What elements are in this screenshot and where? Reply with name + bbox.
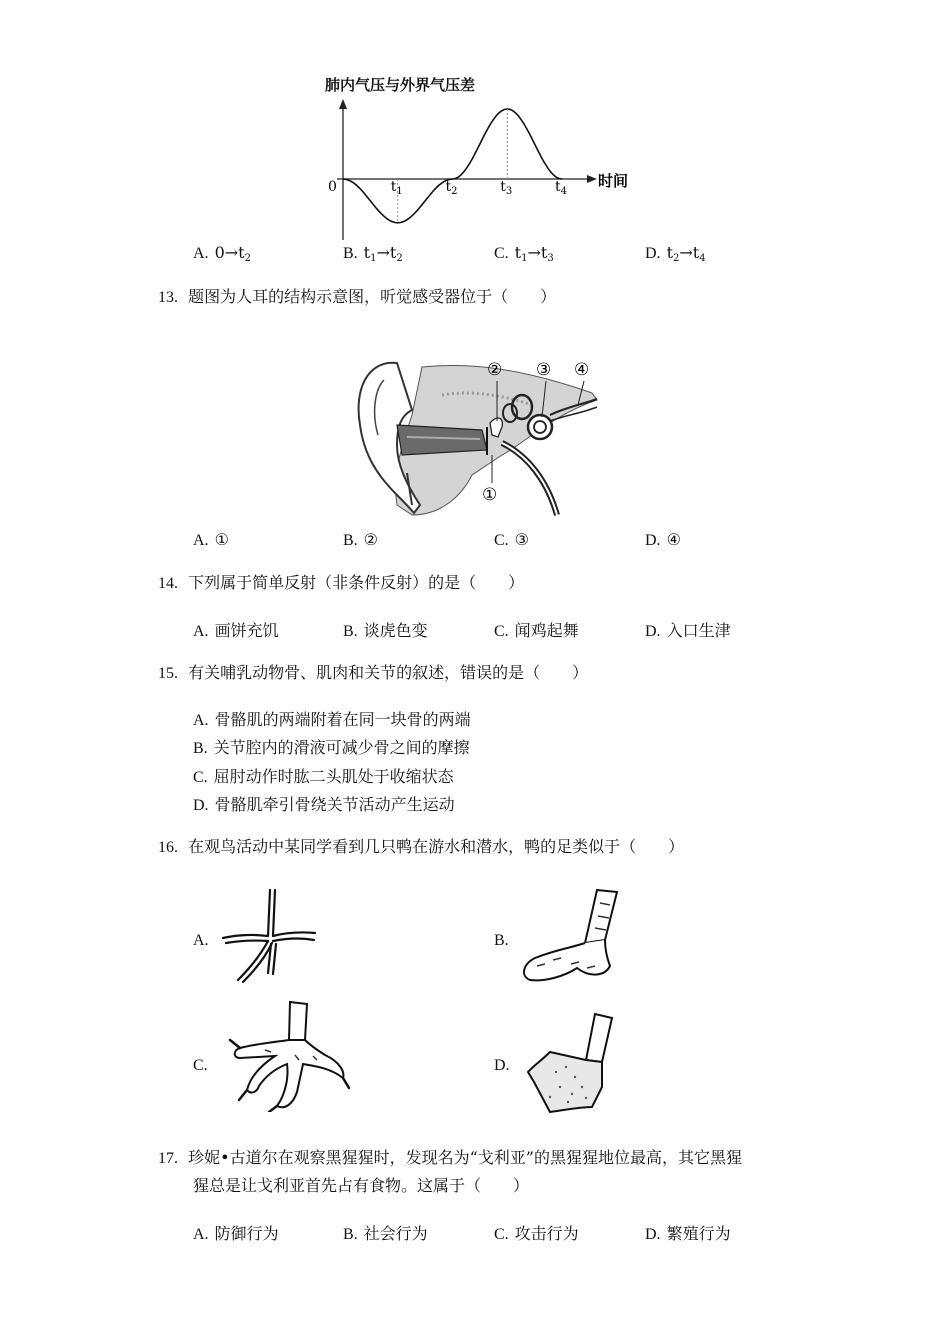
option-letter: C.	[494, 245, 509, 262]
option-letter: B.	[193, 740, 208, 757]
question-17	[158, 1148, 742, 1169]
q12-option-a-text: $0\to t_2$	[214, 243, 251, 264]
option-text: ④	[666, 530, 681, 549]
pressure-curve	[343, 109, 562, 223]
q13-option-a[interactable]	[193, 530, 229, 550]
q14-option-d[interactable]	[645, 618, 731, 641]
q15-option-b[interactable]	[193, 735, 470, 758]
tick-label-t2: $t_2$	[445, 179, 458, 197]
question-number: 17.	[158, 1150, 178, 1167]
option-letter: A.	[193, 532, 209, 549]
question-15	[158, 663, 588, 684]
q12-option-d-text: $t_2\to t_4$	[666, 243, 706, 264]
y-axis-arrow	[339, 99, 347, 109]
question-number: 15.	[158, 665, 178, 682]
pressure-chart	[300, 95, 650, 240]
option-letter: B.	[343, 623, 358, 640]
question-stem: 有关哺乳动物骨、肌肉和关节的叙述，错误的是（ ）	[188, 663, 589, 682]
question-number: 13.	[158, 289, 178, 306]
q16-option-d[interactable]	[494, 1055, 516, 1075]
q17-option-d[interactable]	[645, 1221, 731, 1244]
question-stem: 在观鸟活动中某同学看到几只鸭在游水和潜水，鸭的足类似于（ ）	[188, 837, 685, 856]
option-text: 关节腔内的滑液可减少骨之间的摩擦	[213, 738, 470, 757]
option-text: ③	[514, 530, 530, 549]
x-axis-label: 时间	[598, 172, 629, 190]
option-text: 攻击行为	[514, 1224, 579, 1243]
origin-label: 0	[328, 179, 337, 195]
q13-option-c[interactable]	[494, 530, 529, 550]
option-text: 社会行为	[363, 1224, 428, 1243]
question-stem: 下列属于简单反射（非条件反射）的是（ ）	[188, 573, 525, 592]
option-letter: A.	[193, 712, 209, 729]
option-letter: C.	[193, 769, 208, 786]
option-text: 闻鸡起舞	[514, 621, 579, 640]
option-letter: B.	[343, 1226, 358, 1243]
option-letter: B.	[343, 245, 358, 262]
option-letter: A.	[193, 1226, 209, 1243]
ear-label-2: ②	[487, 360, 503, 380]
ear-label-1: ①	[482, 485, 498, 505]
q17-option-a[interactable]	[193, 1221, 279, 1244]
option-text: 防御行为	[214, 1224, 279, 1243]
raptor-foot-image	[225, 1000, 350, 1112]
q16-option-b[interactable]	[494, 930, 515, 950]
option-letter: C.	[193, 1057, 208, 1074]
option-letter: A.	[193, 932, 209, 949]
question-number: 16.	[158, 839, 178, 856]
option-text: ①	[214, 530, 229, 549]
q12-option-c-text: $t_1\to t_3$	[514, 243, 554, 264]
option-text: 画饼充饥	[214, 621, 279, 640]
ear-diagram	[352, 355, 602, 520]
q14-option-a[interactable]	[193, 618, 279, 641]
option-letter: D.	[645, 245, 661, 262]
question-stem-line-2: 猩总是让戈利亚首先占有食物。这属于（ ）	[193, 1176, 530, 1195]
q14-option-c[interactable]	[494, 618, 579, 641]
option-letter: C.	[494, 1226, 509, 1243]
tick-label-t4: $t_4$	[555, 179, 568, 197]
q12-option-c[interactable]	[494, 243, 554, 264]
option-text: 繁殖行为	[666, 1224, 731, 1243]
q13-option-d[interactable]	[645, 530, 681, 550]
question-stem-line-1: 珍妮•古道尔在观察黑猩猩时，发现名为“戈利亚”的黑猩猩地位最高，其它黑猩	[188, 1148, 742, 1167]
chart-title: 肺内气压与外界气压差	[325, 76, 476, 94]
ear-label-3: ③	[536, 360, 552, 380]
question-13	[158, 287, 556, 308]
q15-option-c[interactable]	[193, 764, 454, 787]
q14-option-b[interactable]	[343, 618, 428, 641]
option-letter: C.	[494, 532, 509, 549]
option-letter: D.	[193, 797, 209, 814]
option-letter: D.	[494, 1057, 510, 1074]
option-letter: B.	[494, 932, 509, 949]
q15-option-a[interactable]	[193, 707, 471, 730]
q12-option-a[interactable]	[193, 243, 251, 264]
option-text: 骨骼肌的两端附着在同一块骨的两端	[214, 710, 471, 729]
q16-option-c[interactable]	[193, 1055, 214, 1075]
q17-option-b[interactable]	[343, 1221, 428, 1244]
q13-option-b[interactable]	[343, 530, 378, 550]
option-letter: D.	[645, 532, 661, 549]
option-letter: A.	[193, 623, 209, 640]
x-axis-arrow	[587, 175, 597, 183]
q17-option-c[interactable]	[494, 1221, 579, 1244]
option-letter: A.	[193, 245, 209, 262]
perching-foot-image	[218, 888, 323, 988]
q16-option-a[interactable]	[193, 930, 215, 950]
q12-option-d[interactable]	[645, 243, 706, 264]
option-text: 屈肘动作时肱二头肌处于收缩状态	[213, 767, 454, 786]
question-number: 14.	[158, 575, 178, 592]
tick-label-t1: $t_1$	[390, 179, 403, 197]
option-letter: D.	[645, 623, 661, 640]
option-letter: C.	[494, 623, 509, 640]
option-letter: B.	[343, 532, 358, 549]
option-text: 骨骼肌牵引骨绕关节活动产生运动	[214, 795, 455, 814]
option-text: 谈虎色变	[363, 621, 428, 640]
question-14	[158, 573, 524, 594]
q12-option-b[interactable]	[343, 243, 403, 264]
q15-option-d[interactable]	[193, 792, 455, 815]
webbed-foot-image	[520, 1012, 620, 1117]
option-text: 入口生津	[666, 621, 731, 640]
q12-option-b-text: $t_1\to t_2$	[363, 243, 403, 264]
question-stem: 题图为人耳的结构示意图，听觉感受器位于（ ）	[188, 287, 557, 306]
option-text: ②	[363, 530, 379, 549]
option-letter: D.	[645, 1226, 661, 1243]
running-foot-image	[515, 888, 630, 988]
ear-label-4: ④	[574, 360, 590, 380]
question-16	[158, 837, 684, 858]
tick-label-t3: $t_3$	[500, 179, 513, 197]
